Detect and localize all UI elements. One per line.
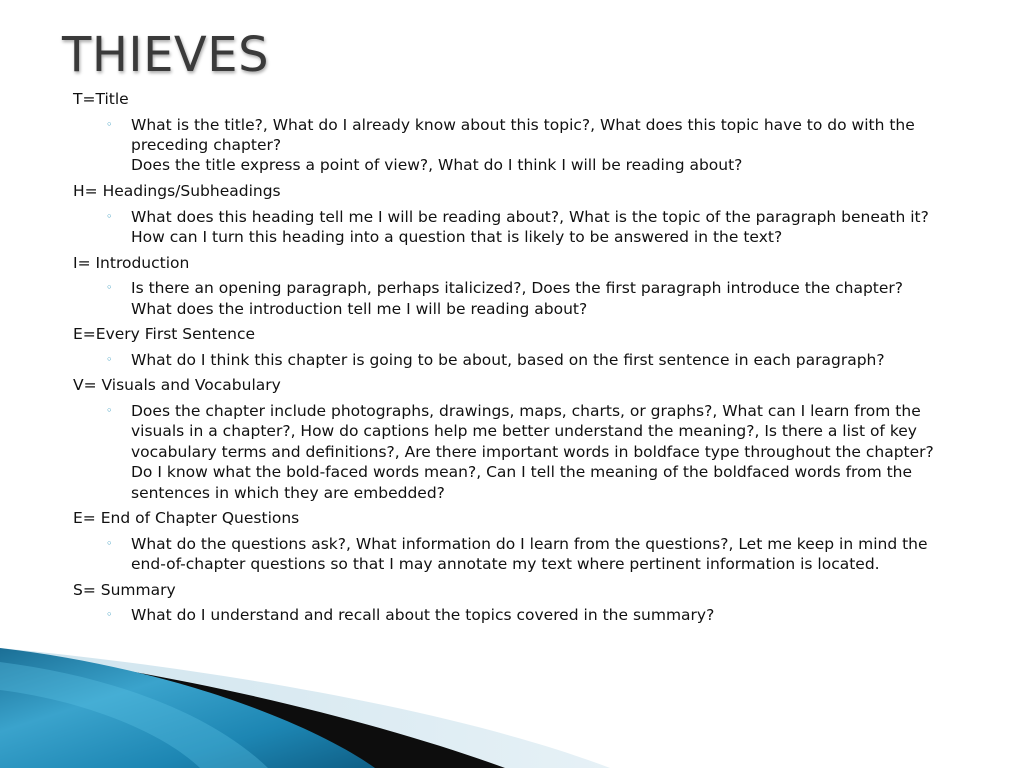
bullet-text: Do I know what the bold-faced words mean?, Can I tell the meaning of the boldfaced words from the sentences in which they are embedded? — [131, 463, 913, 502]
bullet-list — [73, 207, 973, 248]
slide-title: THIEVES — [62, 27, 270, 83]
section-heading: E=Every First Sentence — [73, 325, 255, 344]
section — [73, 508, 973, 574]
section-heading: H= Headings/Subheadings — [73, 182, 281, 200]
hollow-circle-bullet-icon: ◦ — [106, 403, 113, 417]
bullet-text: What do I understand and recall about the topics covered in the summary? — [131, 606, 715, 625]
bullet-list — [73, 278, 973, 319]
bullet-item — [106, 534, 961, 575]
bullet-item — [106, 278, 961, 319]
slide-content — [73, 89, 973, 631]
section-heading: V= Visuals and Vocabulary — [73, 376, 281, 395]
hollow-circle-bullet-icon: ◦ — [106, 352, 113, 366]
bullet-item — [106, 115, 961, 176]
section — [73, 375, 973, 503]
hollow-circle-bullet-icon: ◦ — [106, 117, 113, 131]
hollow-circle-bullet-icon: ◦ — [106, 281, 113, 295]
bullet-text: What is the title?, What do I already know about this topic?, What does this topic have to do with the preceding chapter? — [131, 115, 915, 154]
bullet-list — [73, 534, 973, 575]
section-heading: I= Introduction — [73, 253, 190, 272]
bullet-text: How can I turn this heading into a question that is likely to be answered in the text? — [131, 228, 783, 246]
section — [73, 324, 973, 370]
bullet-text: What does the introduction tell me I will be reading about? — [131, 299, 588, 318]
bullet-text: Is there an opening paragraph, perhaps italicized?, Does the first paragraph introduce the chapter? — [131, 279, 903, 298]
bullet-item — [106, 605, 961, 625]
section — [73, 580, 973, 626]
section — [73, 253, 973, 319]
bullet-text: Does the title express a point of view?, What do I think I will be reading about? — [131, 156, 743, 175]
section-heading: S= Summary — [73, 580, 176, 599]
bullet-list — [73, 605, 973, 625]
bullet-text: What does this heading tell me I will be reading about?, What is the topic of the paragraph beneath it? — [131, 207, 929, 226]
pale-blue-wave — [0, 648, 610, 768]
bullet-text: What do the questions ask?, What information do I learn from the questions?, Let me keep in mind the end-of-chapter questions so that I may annotate my text where pertinent information is located. — [131, 534, 928, 574]
bullet-item — [106, 207, 961, 248]
bullet-list — [73, 350, 973, 370]
blue-wave — [0, 648, 375, 768]
bullet-text: What do I think this chapter is going to be about, based on the first sentence in each paragraph? — [131, 350, 885, 369]
section-heading: E= End of Chapter Questions — [73, 509, 300, 528]
bullet-list — [73, 401, 973, 503]
bullet-list — [73, 115, 973, 176]
black-wave — [0, 652, 505, 768]
hollow-circle-bullet-icon: ◦ — [106, 608, 113, 622]
hollow-circle-bullet-icon: ◦ — [106, 536, 113, 550]
section-heading: T=Title — [73, 90, 129, 108]
bullet-text: Does the chapter include photographs, drawings, maps, charts, or graphs?, What can I learn from the visuals in a chapter?, How do captions help me better understand the meaning?, Is there a list of key vocabulary terms and definitions?, Are there important words in boldface type throughout the chapter? — [131, 401, 934, 461]
hollow-circle-bullet-icon: ◦ — [106, 209, 113, 223]
section — [73, 89, 973, 176]
bullet-item — [106, 401, 961, 503]
blue-wave-highlight — [0, 662, 268, 768]
section — [73, 181, 973, 247]
bullet-item — [106, 350, 961, 370]
